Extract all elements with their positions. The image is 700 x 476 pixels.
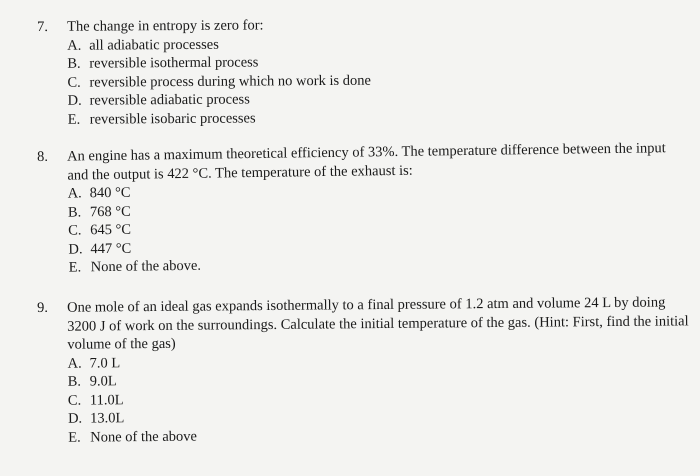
question-number: 9.: [37, 299, 49, 316]
question-text: An engine has a maximum theoretical efficiency of 33%. The temperature difference between the input and the output is 422 °C. The temperature of the exhaust is:: [67, 140, 666, 184]
option-e: [68, 108, 372, 129]
option-letter: C.: [67, 74, 81, 91]
option-text: None of the above: [90, 428, 197, 446]
option-letter: D.: [67, 410, 83, 427]
option-letter: B.: [67, 203, 82, 221]
options-list: [67, 34, 371, 129]
options-list: [68, 176, 679, 277]
option-letter: E.: [67, 111, 81, 128]
option-letter: A.: [67, 355, 82, 372]
option-a: [67, 34, 371, 55]
option-letter: E.: [68, 259, 82, 276]
option-text: reversible isothermal process: [89, 54, 259, 72]
option-letter: C.: [67, 392, 82, 409]
option-text: all adiabatic processes: [89, 36, 219, 54]
option-letter: C.: [68, 222, 82, 239]
option-text: 11.0L: [89, 391, 124, 409]
question-number: 7.: [37, 18, 48, 35]
question-9: [37, 293, 698, 447]
option-text: reversible adiabatic process: [89, 91, 250, 109]
option-letter: B.: [67, 55, 81, 72]
option-text: 645 °C: [90, 221, 132, 239]
option-letter: D.: [68, 240, 83, 258]
option-c: [67, 71, 371, 92]
question-8: [37, 139, 679, 277]
option-b: [67, 53, 371, 74]
option-d: [68, 90, 372, 111]
option-text: reversible process during which no work is done: [89, 72, 371, 91]
question-number: 8.: [37, 148, 49, 165]
question-text: The change in entropy is zero for:: [67, 17, 264, 35]
option-text: 9.0L: [89, 373, 117, 390]
option-text: 447 °C: [90, 240, 132, 257]
option-letter: E.: [68, 429, 81, 446]
option-text: None of the above.: [90, 257, 202, 276]
option-text: reversible isobaric processes: [89, 109, 256, 128]
option-text: 13.0L: [89, 410, 125, 427]
option-text: 840 °C: [89, 184, 131, 202]
question-7: [37, 16, 371, 129]
option-letter: B.: [67, 373, 82, 390]
option-text: 768 °C: [89, 203, 131, 220]
option-letter: D.: [67, 92, 82, 109]
option-letter: A.: [67, 185, 82, 202]
options-list: [67, 349, 698, 447]
option-letter: A.: [67, 37, 82, 54]
question-text: One mole of an ideal gas expands isothermally to a final pressure of 1.2 atm and volume 24 L by doing 3200 J of work on the surroundings. Calculate the initial temperature of the gas. (Hint: First, find the initial volume of the gas): [67, 294, 689, 353]
option-text: 7.0 L: [89, 354, 121, 372]
